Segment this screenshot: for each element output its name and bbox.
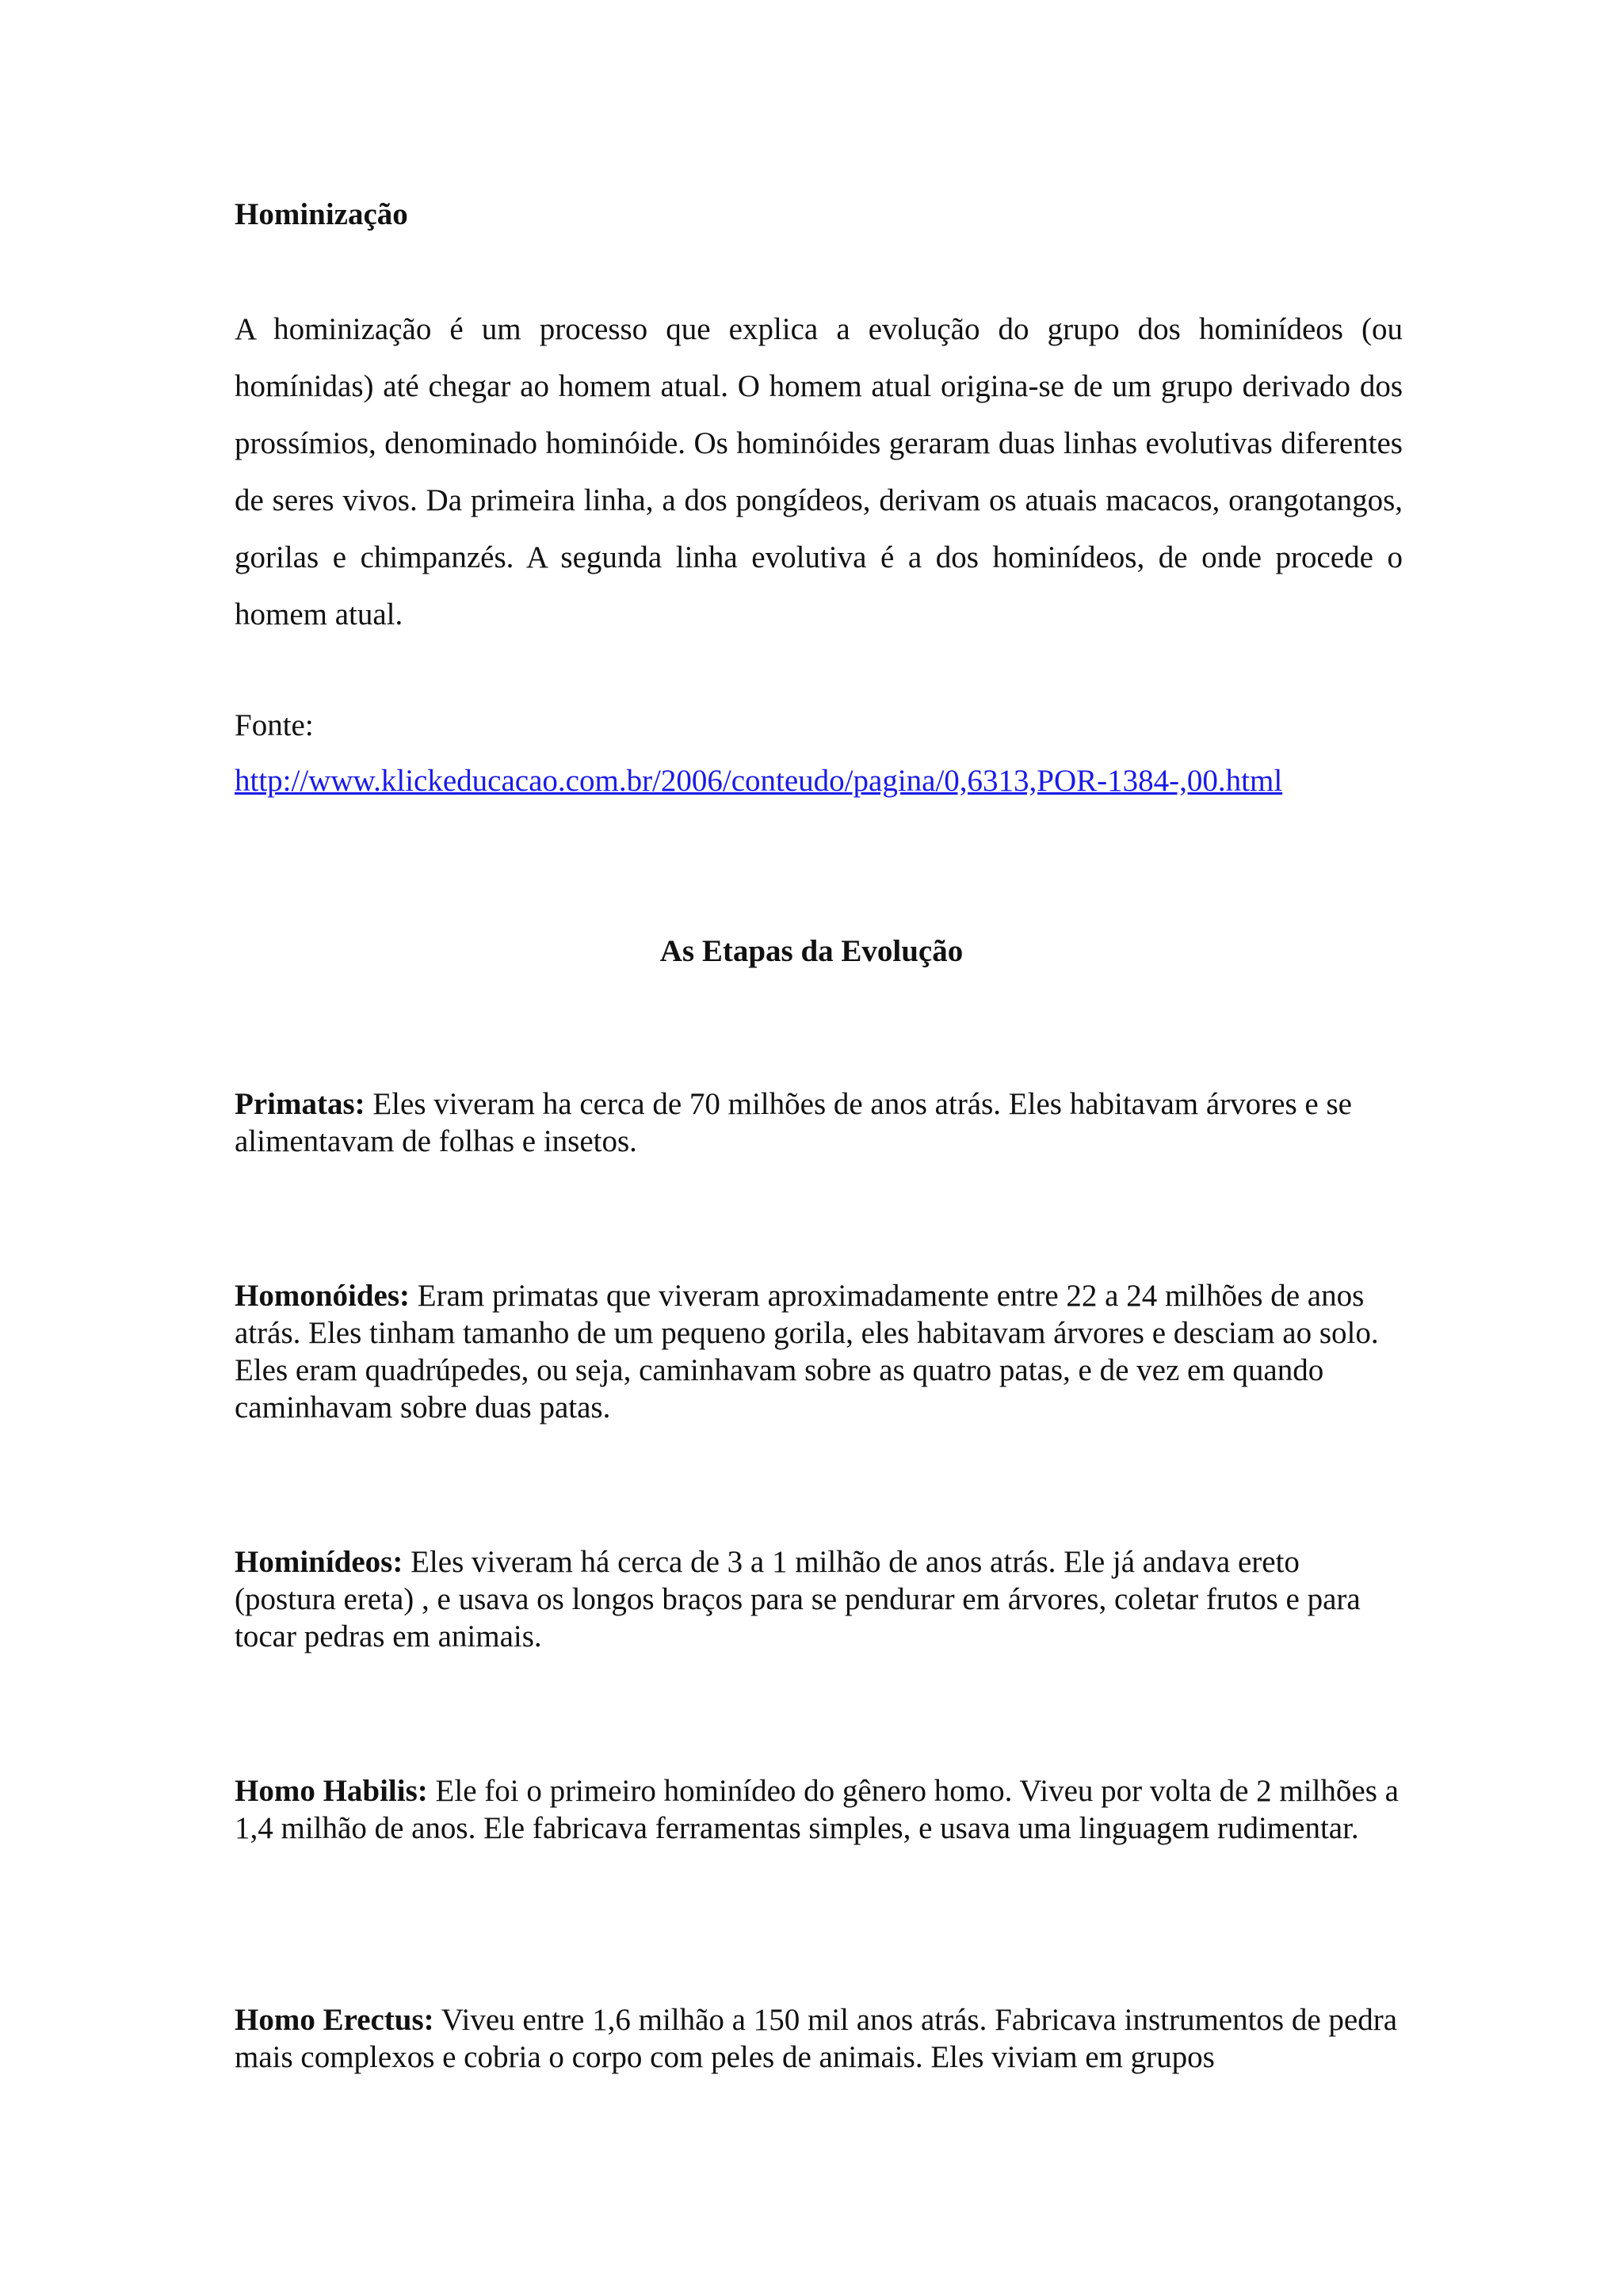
stage-description: Viveu entre 1,6 milhão a 150 mil anos atrás. Fabricava instrumentos de pedra mais complexos e cobria o corpo com peles de animais. Eles viviam em grupos bbox=[235, 2003, 1398, 2074]
stage-term: Homo Erectus: bbox=[235, 2003, 434, 2037]
page-title: Hominização bbox=[235, 197, 408, 231]
stage-paragraph-hominideos bbox=[235, 1543, 1403, 1655]
stage-description: Eles viveram ha cerca de 70 milhões de anos atrás. Eles habitavam árvores e se alimentavam de folhas e insetos. bbox=[235, 1087, 1352, 1158]
source-link[interactable]: http://www.klickeducacao.com.br/2006/conteudo/pagina/0,6313,POR-1384-,00.html bbox=[235, 764, 1283, 798]
stage-term: Homonóides: bbox=[235, 1279, 411, 1313]
source-label: Fonte: bbox=[235, 708, 314, 742]
intro-paragraph: A hominização é um processo que explica a evolução do grupo dos hominídeos (ou homínidas) até chegar ao homem atual. O homem atual origina-se de um grupo derivado dos prossímios, denominado hominóide. Os hominóides geraram duas linhas evolutivas diferentes de seres vivos. Da primeira linha, a dos pongídeos, derivam os atuais macacos, orangotangos, gorilas e chimpanzés. A segunda linha evolutiva é a dos hominídeos, de onde procede o homem atual. bbox=[235, 312, 1403, 631]
stage-description: Ele foi o primeiro hominídeo do gênero homo. Viveu por volta de 2 milhões a 1,4 milhão de anos. Ele fabricava ferramentas simples, e usava uma linguagem rudimentar. bbox=[235, 1774, 1399, 1845]
stage-paragraph-homo-erectus bbox=[235, 2001, 1403, 2076]
stage-description: Eram primatas que viveram aproximadamente entre 22 a 24 milhões de anos atrás. Eles tinham tamanho de um pequeno gorila, eles habitavam árvores e desciam ao solo. Eles eram quadrúpedes, ou seja, caminhavam sobre as quatro patas, e de vez em quando caminhavam sobre duas patas. bbox=[235, 1279, 1379, 1425]
stage-description: Eles viveram há cerca de 3 a 1 milhão de anos atrás. Ele já andava ereto (postura ereta) , e usava os longos braços para se pendurar em árvores, coletar frutos e para tocar pedras em animais. bbox=[235, 1545, 1361, 1653]
stage-paragraph-homo-habilis bbox=[235, 1772, 1403, 1847]
stage-term: Homo Habilis: bbox=[235, 1774, 428, 1808]
stage-term: Hominídeos: bbox=[235, 1545, 403, 1579]
section-title: As Etapas da Evolução bbox=[659, 934, 964, 968]
stage-paragraph-primatas bbox=[235, 1085, 1403, 1160]
stage-paragraph-homonoides bbox=[235, 1277, 1403, 1426]
stage-term: Primatas: bbox=[235, 1087, 365, 1121]
